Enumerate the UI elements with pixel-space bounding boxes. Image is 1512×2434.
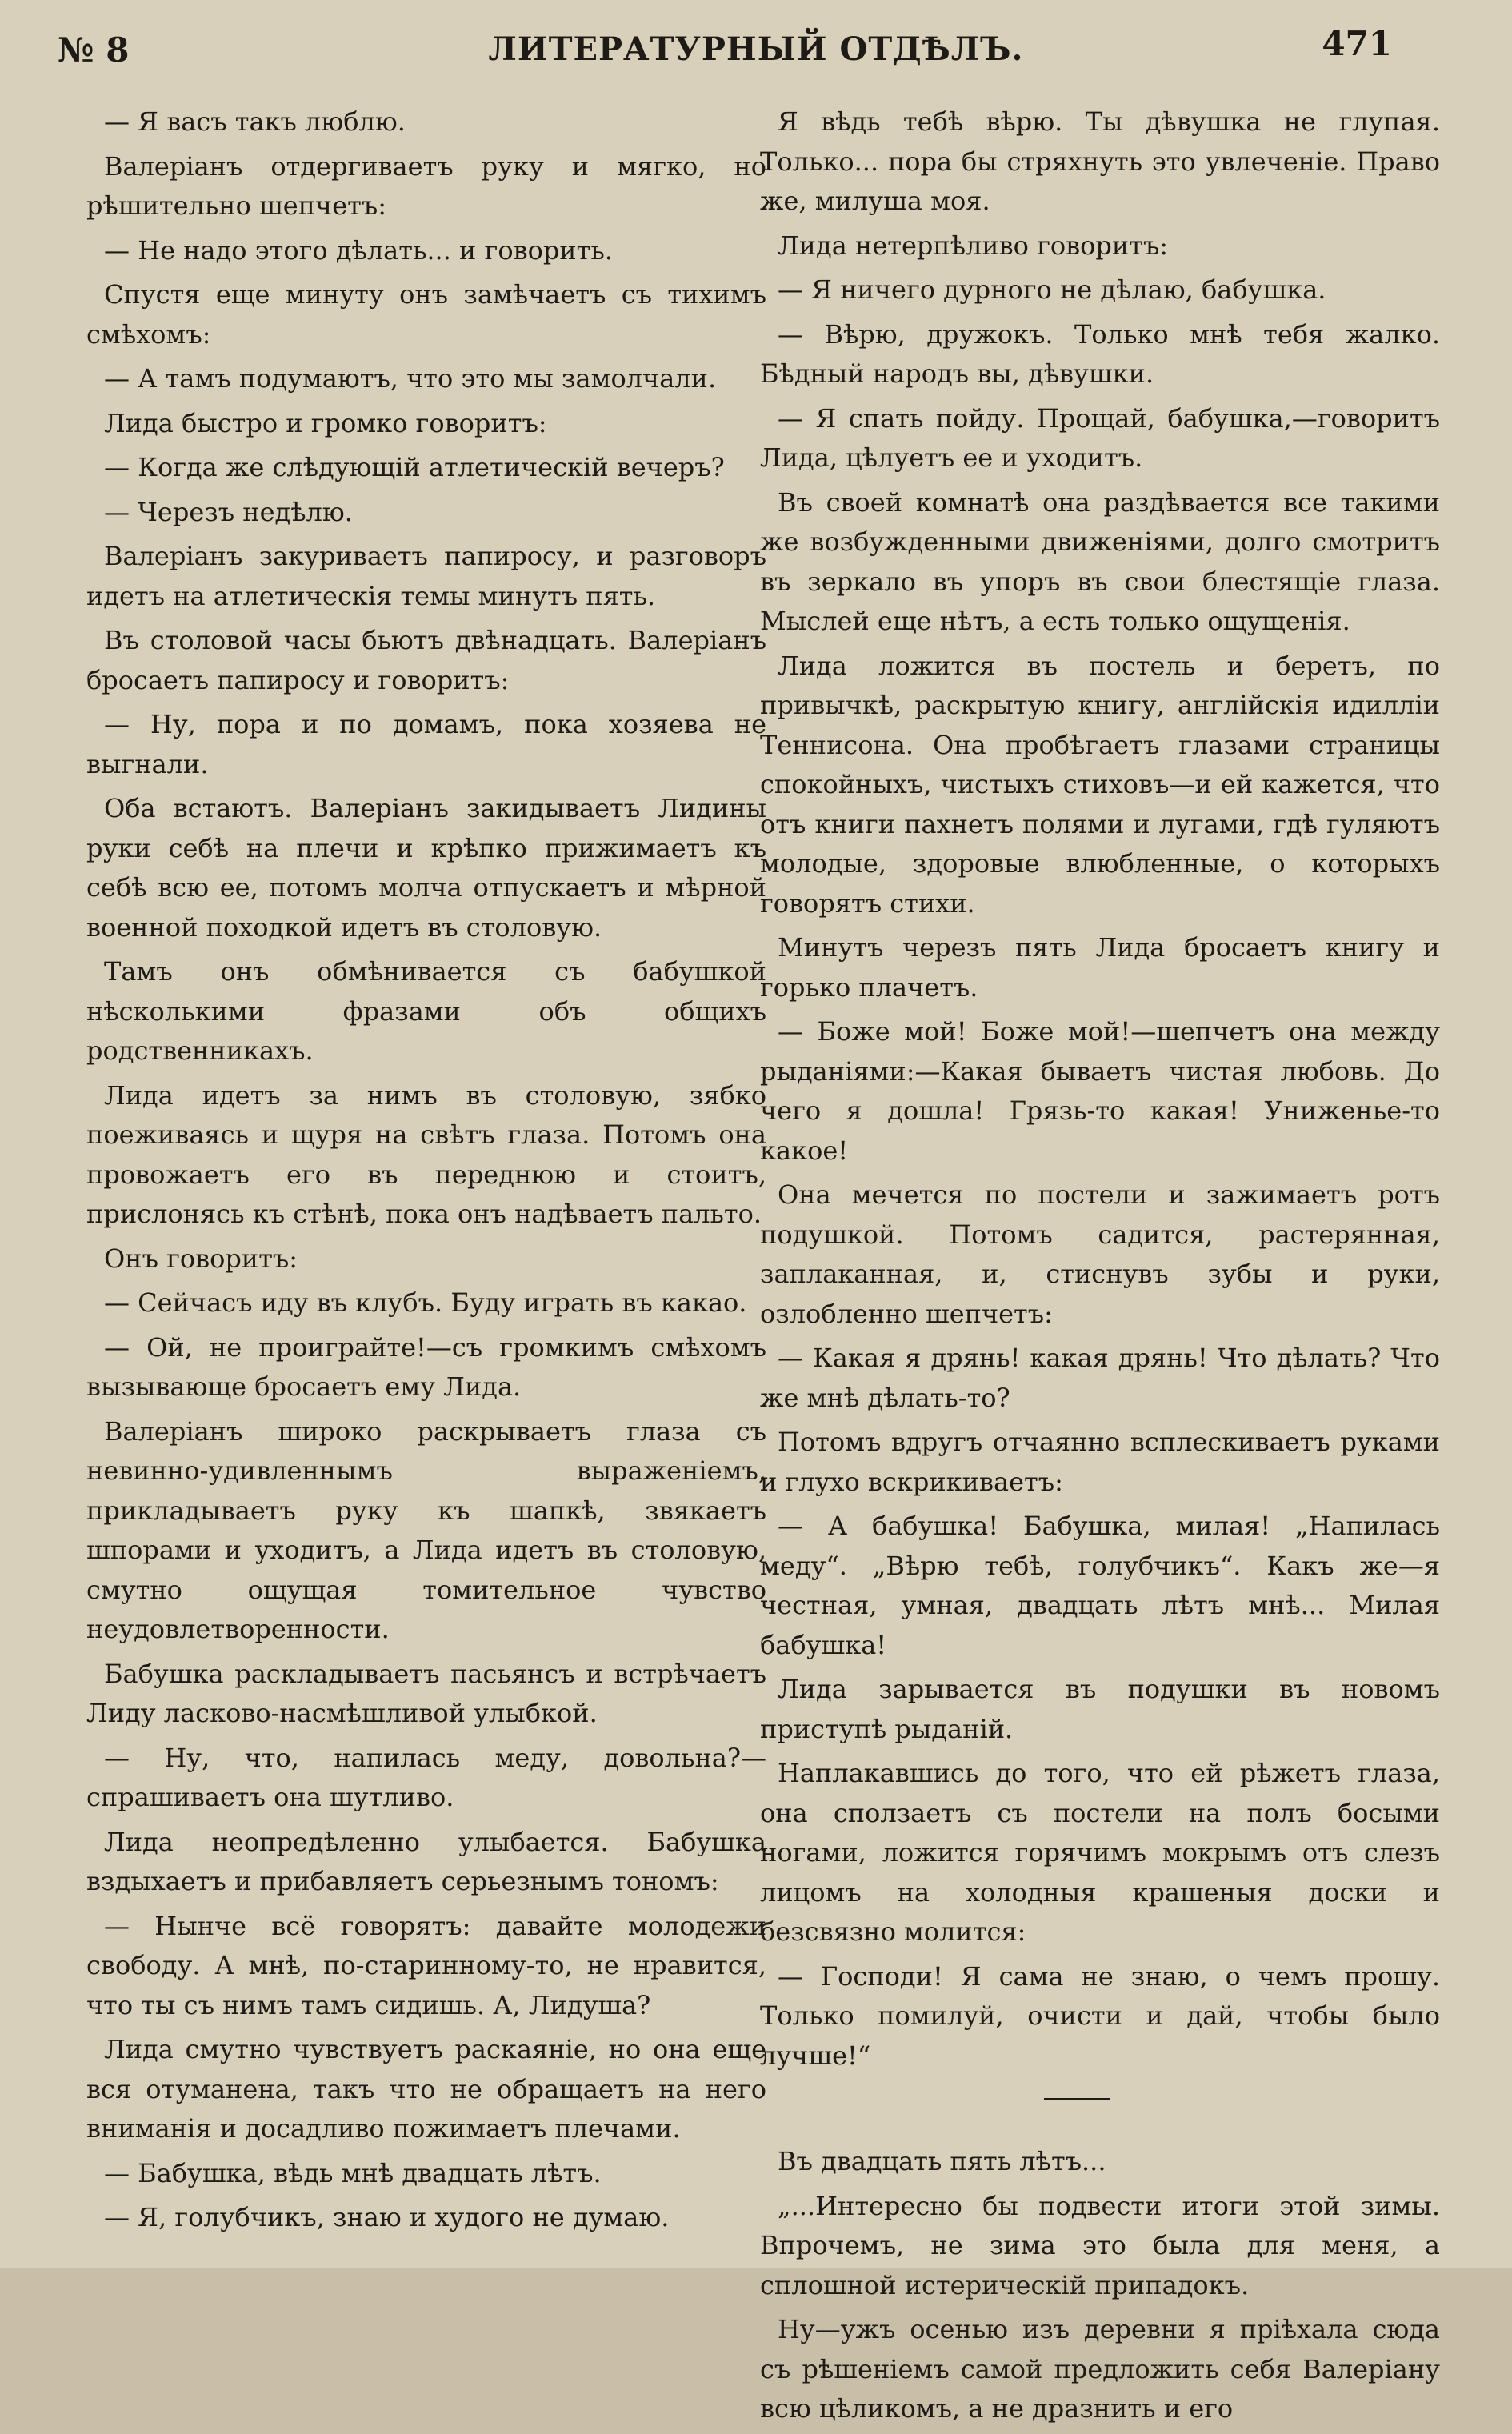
paragraph: — Я ничего дурного не дѣлаю, бабушка.	[778, 274, 1326, 305]
paragraph: — Не надо этого дѣлать... и говорить.	[104, 234, 613, 266]
section-divider	[1044, 2098, 1110, 2100]
paragraph: Оба встаютъ. Валеріанъ закидываетъ Лидины руки себѣ на плечи и крѣпко прижимаетъ къ себѣ всю ее, потомъ молча отпускаетъ и мѣрной военной походкой идетъ въ столовую.	[86, 793, 766, 943]
paragraph: Спустя еще минуту онъ замѣчаетъ съ тихимъ смѣхомъ:	[86, 279, 766, 350]
paragraph: „...Интересно бы подвести итоги этой зимы. Впрочемъ, не зима это была для меня, а сплошной истерическій припадокъ.	[760, 2190, 1440, 2300]
paragraph: Онъ говоритъ:	[104, 1243, 298, 1274]
paragraph: Она мечется по постели и зажимаетъ ротъ подушкой. Потомъ садится, растерянная, заплаканная, и, стиснувъ зубы и руки, озлобленно шепчетъ:	[760, 1179, 1440, 1329]
paragraph: Тамъ онъ обмѣнивается съ бабушкой нѣсколькими фразами объ общихъ родственникахъ.	[86, 956, 766, 1066]
paragraph: Въ своей комнатѣ она раздѣвается все такими же возбужденными движеніями, долго смотритъ въ зеркало въ упоръ въ свои блестящіе глаза. Мыслей еще нѣтъ, а есть только ощущенія.	[760, 486, 1440, 636]
paragraph: Валеріанъ отдергиваетъ руку и мягко, но рѣшительно шепчетъ:	[86, 150, 766, 221]
paragraph: Ну—ужъ осенью изъ деревни я пріѣхала сюда съ рѣшеніемъ самой предложить себя Валеріану всю цѣликомъ, а не дразнить и его	[760, 2314, 1440, 2424]
paragraph: Лида зарывается въ подушки въ новомъ приступѣ рыданій.	[760, 1674, 1440, 1744]
paragraph: Потомъ вдругъ отчаянно всплескиваетъ руками и глухо вскрикиваетъ:	[760, 1427, 1440, 1497]
paragraph: Лида идетъ за нимъ въ столовую, зябко поеживаясь и щуря на свѣтъ глаза. Потомъ она провожаетъ его въ переднюю и стоитъ, прислонясь къ стѣнѣ, пока онъ надѣваетъ пальто.	[86, 1079, 766, 1229]
paragraph: — Какая я дрянь! какая дрянь! Что дѣлать? Что же мнѣ дѣлать-то?	[760, 1343, 1440, 1413]
paragraph: Въ двадцать пять лѣтъ...	[778, 2146, 1106, 2176]
paragraph: Лида нетерпѣливо говоритъ:	[778, 230, 1169, 261]
paragraph: — Я васъ такъ люблю.	[104, 106, 406, 137]
paragraph: — Ой, не проиграйте!—съ громкимъ смѣхомъ вызывающе бросаетъ ему Лида.	[86, 1331, 766, 1402]
paragraph: Валеріанъ широко раскрываетъ глаза съ невинно-удивленнымъ выраженіемъ, прикладываетъ руку къ шапкѣ, звякаетъ шпорами и уходитъ, а Лида идетъ въ столовую, смутно ощущая томительное чувство неудовлетворенности.	[86, 1415, 766, 1644]
paragraph: Лида смутно чувствуетъ раскаяніе, но она еще вся отуманена, такъ что не обращаетъ на него вниманія и досадливо пожимаетъ плечами.	[86, 2034, 766, 2144]
paragraph: — Ну, что, напилась меду, довольна?— спрашиваетъ она шутливо.	[86, 1742, 766, 1812]
issue-number: № 8	[58, 30, 130, 70]
paragraph: — Черезъ недѣлю.	[104, 496, 353, 527]
paragraph: — Когда же слѣдующій атлетическій вечеръ?	[104, 452, 725, 482]
paragraph: — Бабушка, вѣдь мнѣ двадцать лѣтъ.	[104, 2157, 602, 2188]
paragraph: — А бабушка! Бабушка, милая! „Напилась меду“. „Вѣрю тебѣ, голубчикъ“. Какъ же—я честная, умная, двадцать лѣтъ мнѣ... Милая бабушка!	[760, 1511, 1440, 1660]
paragraph: Въ столовой часы бьютъ двѣнадцать. Валеріанъ бросаетъ папиросу и говоритъ:	[86, 625, 766, 695]
left-column	[86, 102, 766, 2243]
paragraph: Я вѣдь тебѣ вѣрю. Ты дѣвушка не глупая. Только... пора бы стряхнуть это увлеченіе. Право же, милуша моя.	[760, 106, 1440, 216]
page-number: 471	[1322, 24, 1392, 63]
paragraph: Валеріанъ закуриваетъ папиросу, и разговоръ идетъ на атлетическія темы минутъ пять.	[86, 541, 766, 611]
paragraph: Лида неопредѣленно улыбается. Бабушка вздыхаетъ и прибавляетъ серьезнымъ тономъ:	[86, 1826, 766, 1896]
paragraph: Наплакавшись до того, что ей рѣжетъ глаза, она сползаетъ съ постели на полъ босыми ногами, ложится горячимъ мокрымъ отъ слезъ лицомъ на холодныя крашеныя доски и безсвязно молится:	[760, 1758, 1440, 1947]
section-title: ЛИТЕРАТУРНЫЙ ОТДѢЛЪ.	[488, 30, 1024, 68]
paragraph: — Я, голубчикъ, знаю и худого не думаю.	[104, 2202, 670, 2232]
paragraph: — Сейчасъ иду въ клубъ. Буду играть въ какао.	[104, 1287, 747, 1318]
paragraph: — Боже мой! Боже мой!—шепчетъ она между рыданіями:—Какая бываетъ чистая любовь. До чего я дошла! Грязь-то какая! Униженье-то какое!	[760, 1016, 1440, 1166]
paragraph: Бабушка раскладываетъ пасьянсъ и встрѣчаетъ Лиду ласково-насмѣшливой улыбкой.	[86, 1658, 766, 1728]
paragraph: — Господи! Я сама не знаю, о чемъ прошу. Только помилуй, очисти и дай, чтобы было лучше!“	[760, 1960, 1440, 2071]
paragraph: — Нынче всё говорятъ: давайте молодежи свободу. А мнѣ, по-старинному-то, не нравится, что ты съ нимъ тамъ сидишь. А, Лидуша?	[86, 1910, 766, 2020]
paragraph: Минутъ черезъ пять Лида бросаетъ книгу и горько плачетъ.	[760, 932, 1440, 1003]
paragraph: — Я спать пойду. Прощай, бабушка,—говоритъ Лида, цѣлуетъ ее и уходитъ.	[760, 402, 1440, 473]
right-column	[760, 102, 1440, 2434]
page-header	[0, 24, 1512, 72]
paragraph: — Вѣрю, дружокъ. Только мнѣ тебя жалко. Бѣдный народъ вы, дѣвушки.	[760, 318, 1440, 389]
paragraph: — А тамъ подумаютъ, что это мы замолчали.	[104, 363, 717, 394]
paragraph: — Ну, пора и по домамъ, пока хозяева не выгнали.	[86, 709, 766, 779]
paragraph: Лида ложится въ постель и беретъ, по привычкѣ, раскрытую книгу, англійскія идилліи Теннисона. Она пробѣгаетъ глазами страницы спокойныхъ, чистыхъ стиховъ—и ей кажется, что отъ книги пахнетъ полями и лугами, гдѣ гуляютъ молодые, здоровые влюбленные, о которыхъ говорятъ стихи.	[760, 650, 1440, 919]
paragraph: Лида быстро и громко говоритъ:	[104, 407, 547, 438]
